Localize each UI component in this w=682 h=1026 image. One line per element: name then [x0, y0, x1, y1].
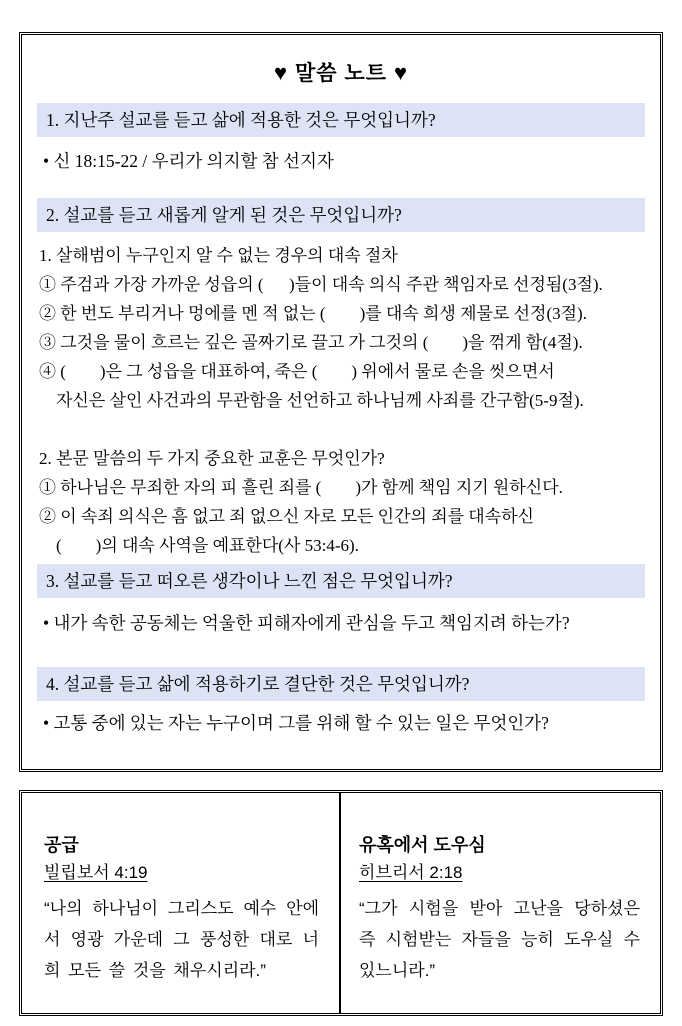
question-3-header: 3. 설교를 듣고 떠오른 생각이나 느낀 점은 무엇입니까? — [37, 564, 645, 598]
note-line: ② 이 속죄 의식은 흠 없고 죄 없으신 자로 모든 인간의 죄를 대속하신 — [39, 507, 534, 526]
question-2-header: 2. 설교를 듣고 새롭게 알게 된 것은 무엇입니까? — [37, 198, 645, 232]
verse-quote: “그가 시험을 받아 고난을 당하셨은즉 시험받는 자들을 능히 도우실 수 있느니라.” — [359, 899, 640, 980]
question-4-header: 4. 설교를 듣고 삶에 적용하기로 결단한 것은 무엇입니까? — [37, 667, 645, 701]
note-title — [37, 59, 645, 87]
note-line: ② 한 번도 부리거나 멍에를 멘 적 없는 ( )를 대속 희생 제물로 선정(3절). — [39, 304, 587, 323]
question-4-answer: • 고통 중에 있는 자는 누구이며 그를 위해 할 수 있는 일은 무엇인가? — [43, 713, 549, 733]
sermon-note-box — [19, 32, 663, 772]
note-title-text: 말씀 노트 — [295, 62, 387, 85]
note-line: ③ 그것을 물이 흐르는 깊은 골짜기로 끌고 가 그것의 ( )을 꺾게 함(4절). — [39, 333, 583, 352]
note-line: 자신은 살인 사건과의 무관함을 선언하고 하나님께 사죄를 간구함(5-9절). — [39, 391, 584, 410]
note-line: ④ ( )은 그 성읍을 대표하여, 죽은 ( ) 위에서 물로 손을 씻으면서 — [39, 362, 555, 381]
question-1-answer: • 신 18:15-22 / 우리가 의지할 참 선지자 — [43, 151, 334, 171]
note-line: ① 주검과 가장 가까운 성읍의 ( )들이 대속 의식 주관 책임자로 선정됨(3절). — [39, 275, 603, 294]
note-line-spacer — [39, 415, 645, 444]
verse-cell-supply — [22, 793, 341, 1013]
question-2-notes — [37, 241, 645, 560]
verse-title: 공급 — [44, 835, 79, 855]
note-line: ① 하나님은 무죄한 자의 피 흘린 죄를 ( )가 함께 책임 지기 원하신다. — [39, 478, 563, 497]
question-1-header: 1. 지난주 설교를 듣고 삶에 적용한 것은 무엇입니까? — [37, 103, 645, 137]
verse-title: 유혹에서 도우심 — [359, 835, 486, 855]
note-line: 2. 본문 말씀의 두 가지 중요한 교훈은 무엇인가? — [39, 449, 385, 468]
verse-reference: 히브리서 2:18 — [359, 863, 463, 882]
verse-cell-help-in-temptation — [341, 793, 660, 1013]
heart-icon: ♥ — [273, 60, 288, 85]
note-line: ( )의 대속 사역을 예표한다(사 53:4-6). — [39, 536, 359, 555]
verse-quote: “나의 하나님이 그리스도 예수 안에서 영광 가운데 그 풍성한 대로 너희 모든 쓸 것을 채우시리라.” — [44, 899, 319, 980]
question-3-answer: • 내가 속한 공동체는 억울한 피해자에게 관심을 두고 책임지려 하는가? — [43, 613, 570, 633]
note-line: 1. 살해범이 누구인지 알 수 없는 경우의 대속 절차 — [39, 246, 398, 265]
verse-reference: 빌립보서 4:19 — [44, 863, 148, 882]
heart-icon: ♥ — [393, 60, 409, 85]
verse-box — [19, 790, 663, 1016]
